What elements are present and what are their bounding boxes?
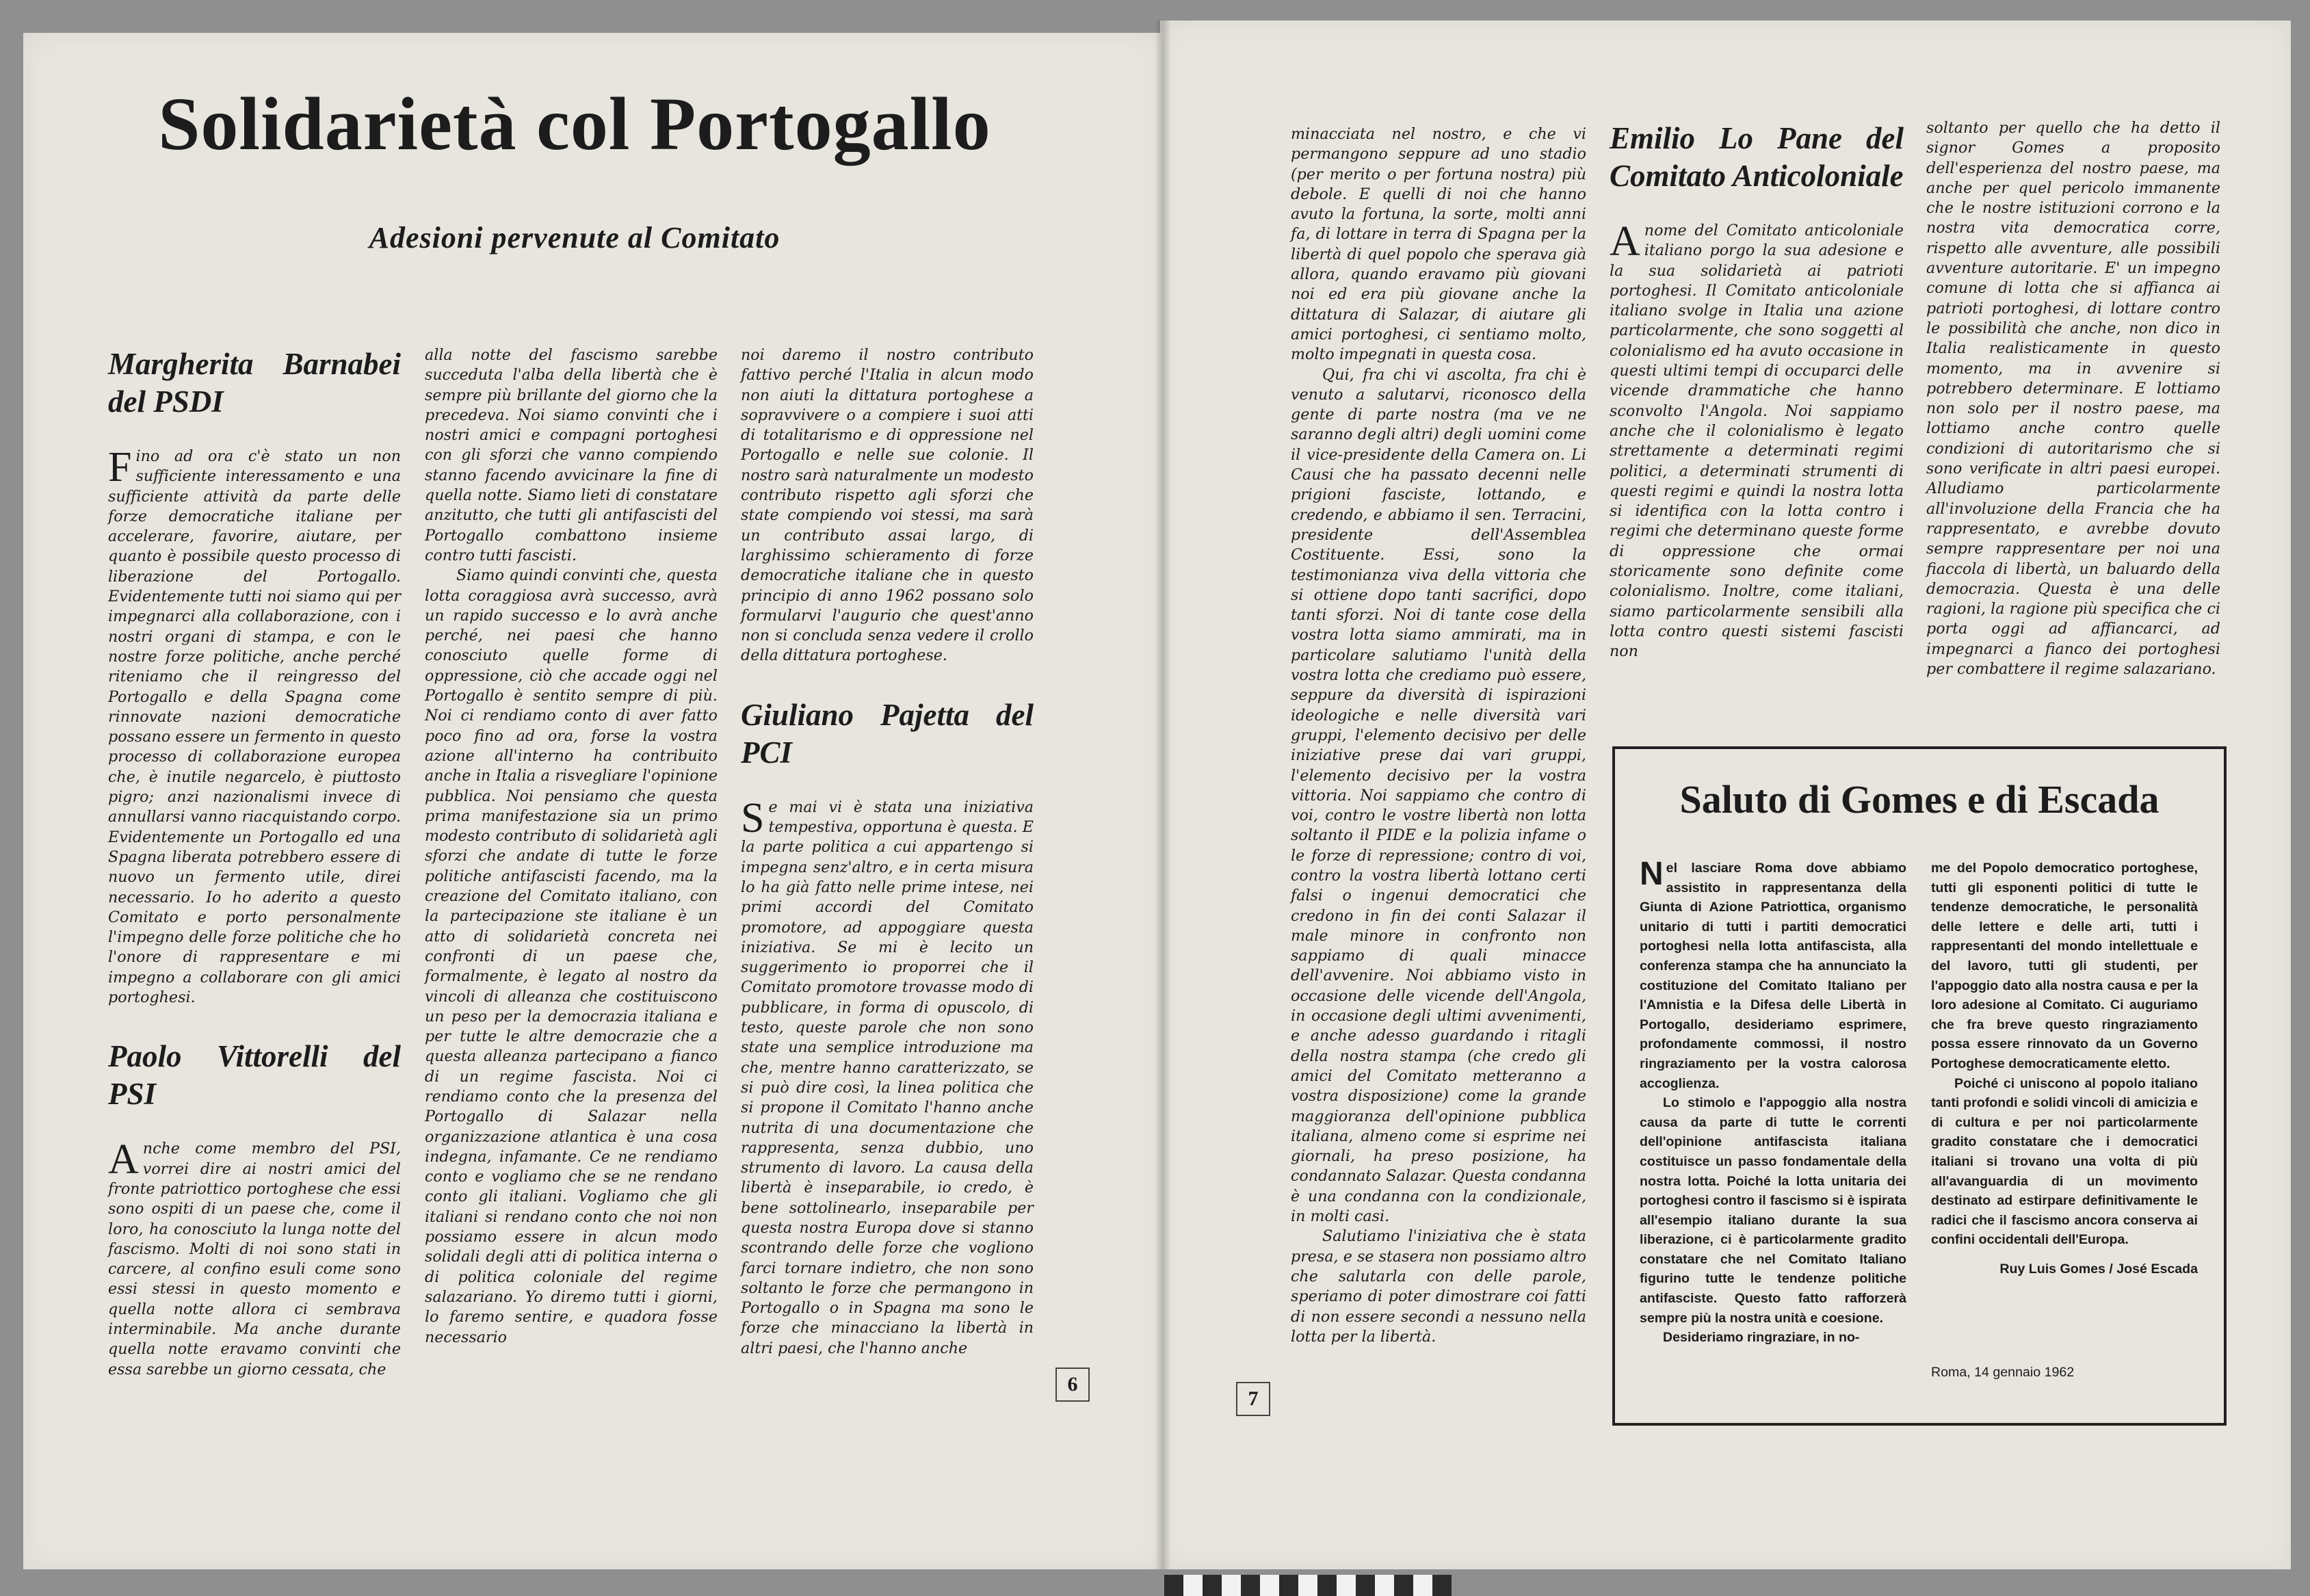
saluto-column-1 xyxy=(1640,856,1906,1348)
dropcap: A xyxy=(108,1136,139,1183)
heading-barnabei: Margherita Barnabei del PSDI xyxy=(108,347,401,419)
left-column-1 xyxy=(108,345,401,1380)
right-column-3 xyxy=(1926,118,2220,679)
paragraph: soltanto per quello che ha detto il signor Gomes a proposito dell'esperienza del nostro paese, ma anche per quel pericolo immanente che le nostre istituzioni corrono e la nostra vita democratica corre, rispetto alle avventure, alle possibili avventure autoritarie. E' un impegno comune di lotta che si affianca ai patrioti portoghesi, di lottare contro le possibilità che anche, non dico in Italia realisticamente in questo momento, ma in avvenire si potrebbero determinare. E lottiamo non solo per il nostro paese, ma lottiamo anche contro quelle condizioni di autoritarismo che si sono verificate in altri paesi europei. Alludiamo particolarmente all'involuzione della Francia che ha rappresentato, e avrebbe dovuto sempre rappresentare per noi una fiaccola di libertà, un baluardo della democrazia. Questa è una delle ragioni, la ragione più specifica che ci porta oggi ad affiancarci, ad impegnarci a fianco dei portoghesi per combattere il regime salazariano. xyxy=(1926,119,2220,679)
paragraph: minacciata nel nostro, e che vi permangono seppure ad uno stadio (per merito o per fortuna nostra) più debole. E quelli di noi che hanno avuto la fortuna, la sorte, molti anni fa, di lottare in terra di Spagna per la libertà di quel popolo che sperava già allora, quando eravamo più giovani noi ed era più giovane anche la dittatura di Salazar, di aiutare gli amici portoghesi, ci sentiamo molto, molto impegnati in questa cosa. xyxy=(1291,125,1586,364)
date-line: Roma, 14 gennaio 1962 xyxy=(1931,1365,2075,1380)
saluto-box xyxy=(1612,746,2227,1426)
paragraph: Siamo quindi convinti che, questa lotta coraggiosa avrà successo, avrà un rapido successo e lo avrà anche perché, nei paesi che hanno conosciuto quelle forme di oppressione, ciò che accade oggi nel Portogallo è sentito sempre di più. Noi ci rendiamo conto di aver fatto poco fino ad ora, forse la vostra azione all'interno ha contribuito anche in Italia a risvegliare l'opinione pubblica. Noi pensiamo che questa prima manifestazione sia un primo modesto contributo di solidarietà agli sforzi che andate di tutte le forze politiche antifascisti facendo, ma la creazione del Comitato italiano, con la partecipazione ste italiane è un atto di solidarietà concreta nei confronti di un paese che, formalmente, è legato al nostro da vincoli di alleanza che costituiscono un peso per la democrazia italiana e per tutte le altre democrazie che a questa alleanza partecipano a fianco di un regime fascista. Noi ci rendiamo conto che la presenza del Portogallo di Salazar nella organizzazione atlantica è una cosa indegna, infamante. Ce ne rendiamo conto e vogliamo che se ne rendano conto gli italiani. Vogliamo che gli italiani si rendano conto che noi non possiamo essere in alcun modo solidali degli atti di politica interna o di politica coloniale del regime salazariano. Yo diremo tutti i giorni, lo faremo sentire, e quadora fosse necessario xyxy=(425,566,718,1346)
signature: Ruy Luis Gomes / José Escada xyxy=(1999,1261,2198,1277)
dropcap: N xyxy=(1640,856,1664,892)
saluto-paragraph: Nel lasciare Roma dove abbiamo assistito in rappresentanza della Giunta di Azione Patriottica, organismo unitario di tutti i partiti democratici portoghesi nella lotta antifascista, alla conferenza stampa che ha annunciato la costituzione del Comitato Italiano per l'Amnistia e la Difesa delle Libertà in Portogallo, desideriamo esprimere, profondamente commossi, il nostro ringraziamento per la vostra calorosa accoglienza. xyxy=(1640,856,1906,1091)
paragraph: alla notte del fascismo sarebbe succeduta l'alba della libertà che è sempre più brillante del giorno che la precedeva. Noi siamo convinti che i nostri amici e compagni portoghesi con gli sforzi che vanno compiendo stanno facendo avvicinare la fine di quella notte. Siamo lieti di constatare anzitutto, che tutti gli antifascisti del Portogallo combattono insieme contro tutti fascisti. xyxy=(425,346,718,564)
page-number-7: 7 xyxy=(1236,1382,1270,1416)
heading-vittorelli: Paolo Vittorelli del PSI xyxy=(108,1039,401,1112)
paragraph: noi daremo il nostro contributo fattivo perché l'Italia in alcun modo non aiuti la dittatura portoghese a sopravvivere o a compiere i suoi atti di totalitarismo e di oppressione nel Portogallo e nelle sue colonie. Il nostro sarà naturalmente un modesto contributo rispetto agli sforzi che state compiendo voi stessi, ma sarà un contributo assai largo, di larghissimo schieramento di forze democratiche italiane che in questo principio di anno 1962 possano solo formularvi l'augurio che quest'anno non si concluda senza vedere il crollo della dittatura portoghese. xyxy=(741,346,1034,665)
vittorelli-paragraph: Anche come membro del PSI, vorrei dire ai nostri amici del fronte patriottico portoghese che essi sono ospiti di un paese che, come il loro, ha conosciuto la lunga notte del fascismo. Molti di noi sono stati in carcere, al confino esuli come sono essi stessi in questo momento e quella notte allora ci sembrava interminabile. Ma anche durante quella notte eravamo convinti che essa sarebbe un giorno cessata, che xyxy=(108,1136,401,1378)
saluto-paragraph: Poiché ci uniscono al popolo italiano tanti profondi e solidi vincoli di amicizia e di cultura e per noi particolarmente gradito constatare che i democratici italiani si trovano una volta di più all'avanguardia di un movimento destinato ad estirpare definitivamente le radici che il fascismo ancora conserva ai confini occidentali dell'Europa. xyxy=(1931,1075,2198,1248)
left-column-3 xyxy=(741,345,1034,1359)
saluto-title: Saluto di Gomes e di Escada xyxy=(1679,777,2160,822)
dropcap: F xyxy=(108,444,132,490)
right-column-2 xyxy=(1610,120,1904,662)
book-gutter xyxy=(1155,21,1171,1569)
dropcap: S xyxy=(741,794,765,841)
barnabei-paragraph: Fino ad ora c'è stato un non sufficiente interessamento e una sufficiente attività da parte delle forze democratiche italiane per accelerare, favorire, aiutare, per quanto è possibile questo processo di liberazione del Portogallo. Evidentemente tutti noi siamo qui per impegnarci alla collaborazione, con i nostri organi di stampa, e con le nostre forze politiche, anche perché riteniamo che il reingresso del Portogallo e della Spagna come rinnovate nazioni democratiche possano essere un fermento in questo processo di collaborazione europea che, è inutile negarcelo, è piuttosto pigro; anzi nazionalismi invece di annullarsi vanno riacquistando corpo. Evidentemente un Portogallo ed una Spagna liberata potrebbero essere di nuovo un fermento utile, direi necessario. Io ho aderito a questo Comitato e porto personalmente l'impegno delle forze politiche che ho l'onore di rappresentare e mi impegno a collaborare con gli amici portoghesi. xyxy=(108,444,401,1007)
right-column-1 xyxy=(1291,125,1586,1347)
scan-scale-bar xyxy=(1164,1575,1452,1596)
left-column-2 xyxy=(425,345,718,1348)
saluto-paragraph: me del Popolo democratico portoghese, tutti gli esponenti politici di tutte le tendenze democratiche, le personalità delle lettere e delle arti, tutti i rappresentanti del mondo intellettuale e del lavoro, tutti gli studenti, per l'appoggio dato alla nostra causa e per la loro adesione al Comitato. Ci auguriamo che fra breve questo ringraziamento possa essere rinnovato da un Governo Portoghese democraticamente eletto. xyxy=(1931,861,2198,1071)
page-subtitle: Adesioni pervenute al Comitato xyxy=(369,221,780,254)
saluto-column-2 xyxy=(1931,859,2198,1279)
paragraph: Salutiamo l'iniziativa che è stata presa, e se stasera non possiamo altro che salutarla con delle parole, speriamo di poter dimostrare coi fatti di non essere secondi a nessuno nella lotta per la libertà. xyxy=(1291,1227,1586,1346)
pajetta-paragraph: Se mai vi è stata una iniziativa tempestiva, opportuna è questa. E la parte politica a cui appartengo si impegna senz'altro, e in certa misura lo ha già fatto nelle prime intese, nei primi accordi del Comitato promotore, ad appoggiare questa iniziativa. Se mi è lecito un suggerimento io proporrei che il Comitato promotore trovasse modo di pubblicare, in forma di opuscolo, di testo, queste parole che non sono state una semplice introduzione ma che, mentre hanno caratterizzato, se si può dire così, la linea politica che si propone il Comitato l'hanno anche nutrita di una documentazione che rappresenta, senza dubbio, uno strumento di lavoro. La causa della libertà è inseparabile, io credo, è bene sottolinearlo, inseparabile per questa nostra Europa dove si stanno scontrando delle forze che vogliono farci tornare indietro, che non sono soltanto le forze che permangono in Portogallo o in Spagna ma sono le forze che minacciano la libertà in altri paesi, che l'hanno anche xyxy=(741,794,1034,1357)
heading-lo-pane: Emilio Lo Pane del Comitato Anticoloniale xyxy=(1610,121,1904,193)
heading-pajetta: Giuliano Pajetta del PCI xyxy=(741,697,1034,770)
paragraph: Qui, fra chi vi ascolta, fra chi è venuto a salutarvi, riconosco della gente di parte nostra (ma ve ne saranno degli altri) degli uomini come il vice-presidente della Camera on. Li Causi che ha passato decenni nelle prigioni fasciste, lottando, e credendo, e abbiamo il sen. Terracini, presidente dell'Assemblea Costituente. Essi, sono la testimonianza viva della vittoria che si ottiene dopo tanti sacrifici, dopo tanti sforzi. Noi di tante cose della vostra lotta siamo ammirati, ma in particolare salutiamo l'unità della vostra lotta che crediamo può essere, seppure da diversità di ispirazioni ideologiche e nelle diversità vari gruppi, l'elemento decisivo per delle iniziative prese dai vari gruppi, l'elemento decisivo per la vostra vittoria. Noi sappiamo che contro di voi, contro le vostre libertà non lotta soltanto il PIDE e la polizia infame o le forze di repressione; contro di voi, contro la vostra libertà lottano certi falsi o ingenui democratici che credono in fin dei conti Salazar il male minore in confronto non sappiamo di quali minacce dell'avvenire. Noi abbiamo visto in occasione delle vicende dell'Angola, in occasione degli ultimi avvenimenti, e anche adesso guardando i ritagli della nostra stampa (che credo gli amici del Comitato metteranno a vostra disposizione) come la grande maggioranza dell'opinione pubblica italiana, almeno come si esprime nei giornali, ha preso posizione, ha condannato Salazar. Questa condanna è una condanna con la condizionale, in molti casi. xyxy=(1291,365,1586,1226)
saluto-paragraph: Desideriamo ringraziare, in no- xyxy=(1663,1330,1860,1346)
saluto-paragraph: Lo stimolo e l'appoggio alla nostra causa da parte di tutte le correnti dell'opinione antifascista italiana costituisce un passo fondamentale della nostra lotta. Poiché la lotta unitaria dei portoghesi contro il fascismo si è ispirata all'esempio italiano durante la sua liberazione, ci è particolarmente gradito constatare che nel Comitato Italiano figurino tutte le tendenze politiche antifasciste. Questo fatto rafforzerà sempre più la nostra unità e coesione. xyxy=(1640,1095,1906,1326)
dropcap: A xyxy=(1610,218,1640,265)
page-number-6: 6 xyxy=(1055,1368,1090,1402)
lo-pane-paragraph: Anome del Comitato anticoloniale italiano porgo la sua adesione e la sua solidarietà ai patrioti portoghesi. Il Comitato anticoloniale italiano svolge in Italia una azione particolarmente, che sono soggetti al colonialismo ed ha avuto occasione in questi ultimi tempi di occuparci delle vicende drammatiche che hanno sconvolto l'Angola. Noi sappiamo anche che il colonialismo è legato strettamente a determinati regimi politici, a determinati strumenti di questi regimi e quindi la nostra lotta si identifica con la lotta contro i regimi che determinano queste forme di oppressione che ormai storicamente sono definite come colonialismo. Inoltre, come italiani, siamo particolarmente sensibili alla lotta contro questi sistemi fascisti non xyxy=(1610,218,1904,661)
page-title: Solidarietà col Portogallo xyxy=(158,82,991,166)
